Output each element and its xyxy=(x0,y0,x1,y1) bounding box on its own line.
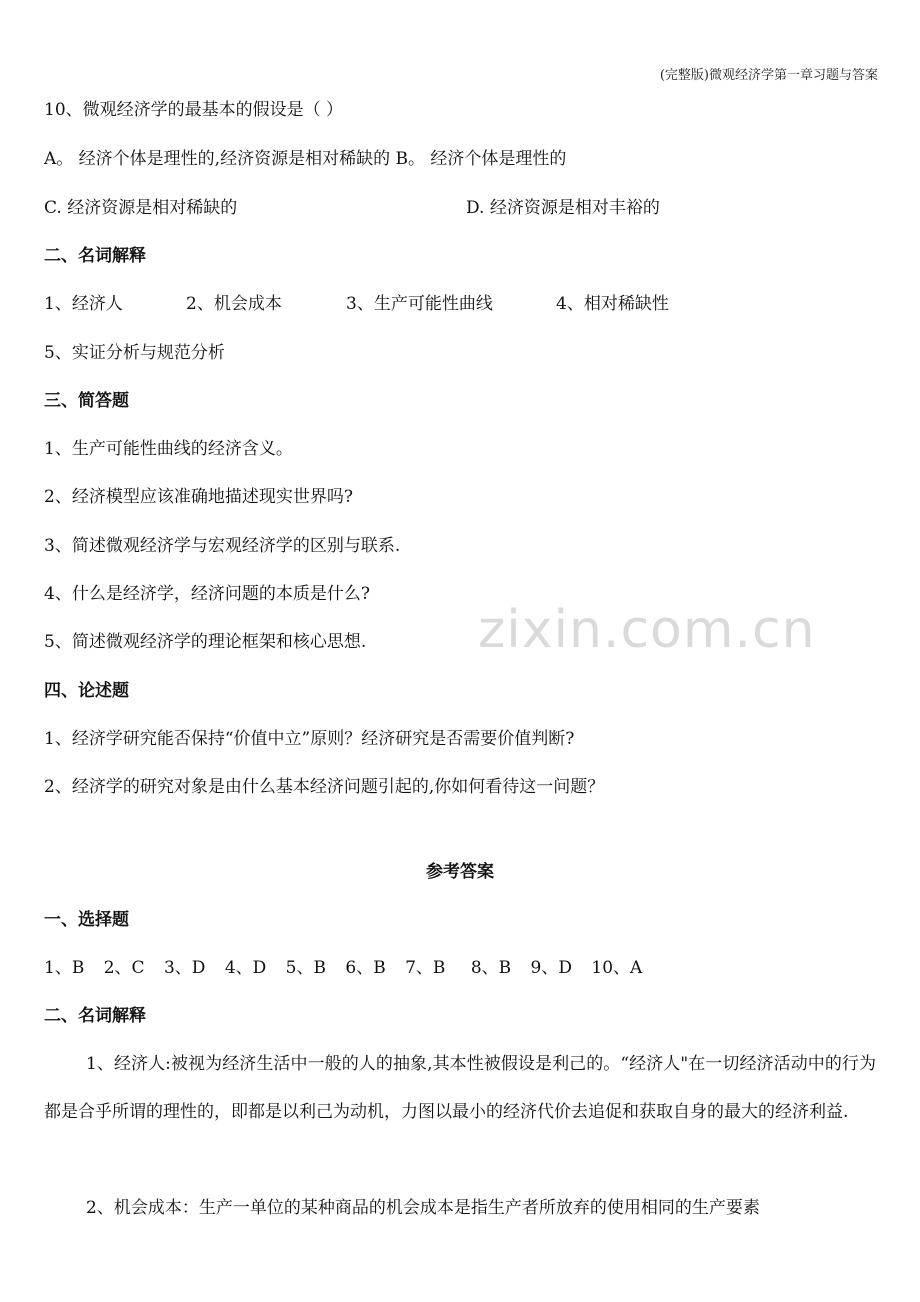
term-item: 2、机会成本 xyxy=(186,294,282,314)
choice-answer: 6、B xyxy=(345,958,386,978)
terms-row xyxy=(44,292,874,316)
choice-answer: 10、A xyxy=(591,958,643,978)
question-10: 10、微观经济学的最基本的假设是（ ） xyxy=(44,100,344,120)
section-heading-essay: 四、论述题 xyxy=(44,681,129,701)
choice-answers-row xyxy=(44,956,656,980)
short-answer-item: 2、经济模型应该准确地描述现实世界吗? xyxy=(44,487,353,507)
choice-answer: 8、B xyxy=(470,958,512,978)
answers-section-heading-choice: 一、选择题 xyxy=(44,910,129,930)
choice-answer: 2、C xyxy=(103,958,145,978)
short-answer-item: 3、简述微观经济学与宏观经济学的区别与联系. xyxy=(44,536,401,556)
choice-answer: 3、D xyxy=(163,958,206,978)
choice-answer: 9、D xyxy=(530,958,572,978)
choice-answer: 5、B xyxy=(285,958,326,978)
document-title-header: (完整版)微观经济学第一章习题与答案 xyxy=(659,68,878,83)
answers-section-heading-terms: 二、名词解释 xyxy=(44,1006,146,1026)
choice-answer: 7、B xyxy=(405,958,446,978)
section-heading-terms: 二、名词解释 xyxy=(44,246,146,266)
term-item: 1、经济人 xyxy=(44,294,123,314)
answer-paragraph-opportunity-cost: 2、机会成本：生产一单位的某种商品的机会成本是指生产者所放弃的使用相同的生产要素 xyxy=(86,1198,760,1218)
choice-answer: 1、B xyxy=(44,958,85,978)
term-item: 3、生产可能性曲线 xyxy=(346,294,493,314)
watermark-text: zixin.com.cn xyxy=(478,600,816,660)
short-answer-item: 1、生产可能性曲线的经济含义。 xyxy=(44,439,293,459)
section-heading-short-answer: 三、简答题 xyxy=(44,391,129,411)
option-c: C. 经济资源是相对稀缺的 xyxy=(44,198,238,218)
short-answer-item: 5、简述微观经济学的理论框架和核心思想. xyxy=(44,632,367,652)
question-10-options-ab: A。 经济个体是理性的,经济资源是相对稀缺的 B。 经济个体是理性的 xyxy=(44,149,567,169)
choice-answer: 4、D xyxy=(224,958,267,978)
short-answer-item: 4、什么是经济学，经济问题的本质是什么? xyxy=(44,584,370,604)
answer-paragraph-economic-man: 1、经济人:被视为经济生活中一般的人的抽象,其本性被假设是利己的。“经济人"在一切经济活动中的行为都是合乎所谓的理性的，即都是以利己为动机，力图以最小的经济代价去追促和获取自身的最大的经济利益. xyxy=(44,1054,876,1122)
option-d: D. 经济资源是相对丰裕的 xyxy=(466,198,660,218)
essay-item: 2、经济学的研究对象是由什么基本经济问题引起的,你如何看待这一问题？ xyxy=(44,777,605,797)
essay-item: 1、经济学研究能否保持“价值中立”原则？经济研究是否需要价值判断? xyxy=(44,729,575,749)
term-item: 4、相对稀缺性 xyxy=(556,294,669,314)
term-item-5: 5、实证分析与规范分析 xyxy=(44,343,225,363)
answers-title: 参考答案 xyxy=(426,862,494,882)
question-10-options-cd xyxy=(44,196,874,220)
